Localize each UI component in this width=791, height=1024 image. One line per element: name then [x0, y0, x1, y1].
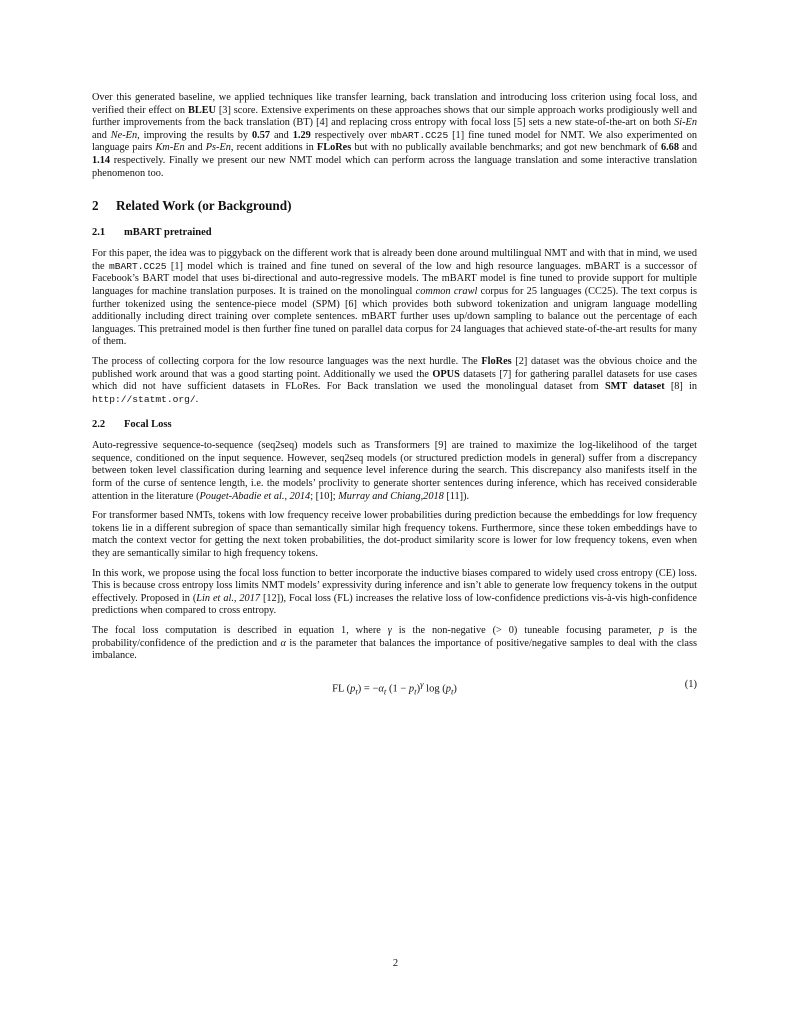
corpora-paragraph: The process of collecting corpora for the low resource languages was the next hurdle. The FloRes [2] dataset was the obvious choice and the published work around that was a good starting point. Additionally we used the OPUS datasets [7] for gathering parallel datasets for use cases which did not have sufficient datasets in FLoRes. For Back translation we used the monolingual dataset from SMT dataset [8] in http://statmt.org/.	[92, 355, 697, 405]
focal-loss-proposal-paragraph: In this work, we propose using the focal loss function to better incorporate the inductive biases compared to widely used cross entropy (CE) loss. This is because cross entropy loss limits NMT models’ expressivity during inference and isn’t able to generate low frequency tokens in the output effectively. Proposed in (Lin et al., 2017 [12]), Focal loss (FL) increases the relative loss of low-confidence predictions vis-à-vis high-confidence predictions when compared to cross entropy.	[92, 567, 697, 617]
subsection-heading-mbart: 2.1 mBART pretrained	[92, 227, 212, 239]
paper-page	[92, 92, 697, 695]
page-number: 2	[392, 958, 399, 969]
low-frequency-paragraph: For transformer based NMTs, tokens with low frequency receive lower probabilities during prediction because the embeddings for low frequency tokens lie in a different subregion of space than semantically similar high frequency tokens. Furthermore, since these token embeddings have to match the context vector for getting the next token probabilities, the dot-product similarity score is lower for low frequency tokens, even when they are semantically similar to high frequency tokens.	[92, 510, 697, 560]
intro-paragraph: Over this generated baseline, we applied techniques like transfer learning, back translation and introducing loss criterion using focal loss, and verified their effect on BLEU [3] score. Extensive experiments on these approaches shows that our simple approach works prodigiously well and further improvements from the back translation (BT) [4] and replacing cross entropy with focal loss [5] sets a new state-of-the-art on both Si-En and Ne-En, improving the results by 0.57 and 1.29 respectively over mbART.CC25 [1] fine tuned model for NMT. We also experimented on language pairs Km-En and Ps-En, recent additions in FLoRes but with no publically available benchmarks; and got new benchmark of 6.68 and 1.14 respectively. Finally we present our new NMT model which can perform across the language translation and some interactive translation phenomenon too.	[92, 92, 698, 179]
seq2seq-paragraph: Auto-regressive sequence-to-sequence (seq2seq) models such as Transformers [9] are trained to maximize the log-likelihood of the target sequence, conditioned on the input sequence. However, seq2seq models (or structured prediction models in general) suffer from a discrepancy between token level classification during learning and sequence level inference during the search. This discrepancy also manifests itself in the form of the curse of sentence length, i.e. the models’ proclivity to generate shorter sentences during inference, which has received considerable attention in the literature (Pouget-Abadie et al., 2014; [10]; Murray and Chiang,2018 [11]).	[92, 440, 697, 502]
statmt-url: http://statmt.org/	[92, 393, 196, 405]
section-heading-related-work: 2 Related Work (or Background)	[92, 198, 292, 214]
focal-loss-definition-paragraph: The focal loss computation is described in equation 1, where γ is the non-negative (> 0) tuneable focusing parameter, p is the probability/confidence of the prediction and α is the parameter that balances the importance of positive/negative samples to deal with the class imbalance.	[92, 625, 697, 662]
equation-number: (1)	[684, 678, 697, 690]
equation-body: FL $(p_t) = -\alpha_t$ $(1 - p_t)^\gamma$ $\log (p_t)$	[332, 678, 457, 697]
focal-loss-equation	[92, 679, 697, 695]
mbart-paragraph: For this paper, the idea was to piggyback on the different work that is already been done around multilingual NMT and with that in mind, we used the mBART.CC25 [1] model which is trained and fine tuned on several of the low and high resource languages. mBART is a successor of Facebook’s BART model that uses bi-directional and auto-regressive models. The mBART model is fine tuned to provide support for multiple languages for machine translation purposes. It is trained on the monolingual common crawl corpus for 25 languages (CC25). The text corpus is further tokenized using the sentence-piece model (SPM) [6] which provides both subword tokenization and unigram language modelling additionally including direct training over complete sentences. mBART further uses up/down sampling to balance out the percentage of each languages. This pretrained model is then further fine tuned on parallel data corpus for 24 languages that achieved state-of-the-art results for many of them.	[92, 248, 697, 348]
subsection-heading-focal-loss: 2.2 Focal Loss	[92, 419, 172, 431]
